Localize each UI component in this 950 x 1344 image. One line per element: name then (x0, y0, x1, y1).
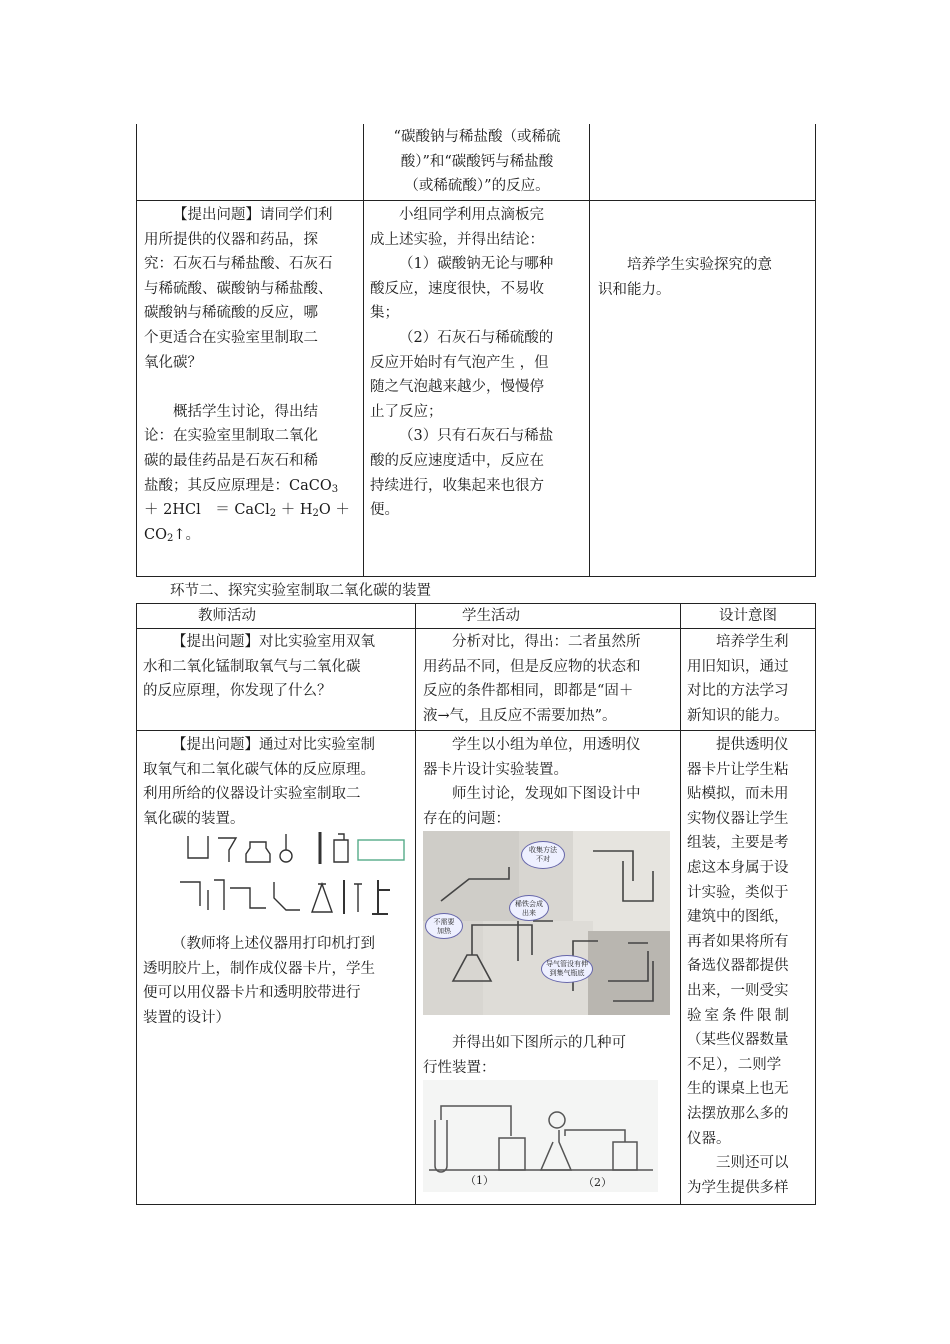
text-line: 贴模拟，而未用 (687, 786, 789, 803)
text-line: 学生以小组为单位，用透明仪 (452, 737, 641, 753)
t1-border-mid1 (363, 124, 364, 577)
syringe-icon (354, 884, 362, 912)
t1-r2-design-cell (598, 253, 810, 302)
text-line: 碳酸钠与稀硫酸的反应，哪 (144, 305, 318, 322)
text-line: 存在的问题： (423, 810, 510, 827)
bent-tube-icon (230, 888, 266, 908)
t2-r2-student-cell-b (423, 1031, 679, 1080)
subscript: 3 (331, 483, 339, 495)
t1-r1-student-cell (366, 125, 588, 199)
t2-r2-design-cell (687, 733, 813, 1200)
text-line: 持续进行，收集起来也很方 (370, 477, 544, 494)
apparatus-label-1: （1） (465, 1174, 494, 1187)
text-line: 师生讨论，发现如下图设计中 (452, 786, 641, 803)
text-line: 培养学生利 (716, 634, 789, 650)
text-line: 酸的反应速度适中，反应在 (370, 452, 544, 469)
bubble-text: 不对 (536, 856, 550, 863)
text-line: （1）碳酸钠无论与哪种 (399, 256, 554, 273)
conical-flask-icon (312, 884, 332, 912)
text-line: 用旧知识，通过 (687, 658, 789, 675)
text-line: 随之气泡越来越少，慢慢停 (370, 379, 544, 396)
gas-jar-icon (334, 834, 348, 862)
text-line: 【提出问题】对比实验室用双氧 (172, 634, 375, 650)
instrument-cards-image (178, 830, 410, 926)
bubble-text: 出来 (522, 910, 536, 917)
t1-border-left (136, 124, 137, 577)
bubble-escape (509, 895, 549, 921)
t1-row-divider (136, 200, 816, 201)
t2-border-right (815, 603, 816, 1205)
text-line: “碳酸钠与稀盐酸（或稀硫 (393, 129, 561, 145)
text-line: 备选仪器都提供 (687, 958, 789, 975)
text-line: （教师将上述仪器用打印机打到 (172, 936, 375, 952)
text-line: 【提出问题】请同学们利 (173, 207, 333, 223)
text-line: 组装，主要是考 (687, 835, 789, 852)
text-line: 用所提供的仪器和药品，探 (144, 231, 318, 248)
text-line: 用药品不同，但是反应物的状态和 (423, 658, 641, 675)
subscript: 2 (269, 508, 277, 520)
text-line: 验室条件限制 (687, 1007, 792, 1024)
text-line: 集； (370, 305, 399, 322)
tube-icon (180, 880, 224, 910)
text-line: 便。 (370, 502, 399, 519)
equation-part: ↑。 (173, 526, 201, 543)
text-line: 生的课桌上也无 (687, 1081, 789, 1098)
t2-border-mid2 (680, 603, 681, 1205)
bubble-text: 到集气瓶底 (549, 970, 585, 977)
iron-stand-icon (372, 880, 390, 914)
t2-header-design: 设计意图 (719, 608, 777, 624)
section-title: 环节二、探究实验室制取二氧化碳的装置 (170, 583, 431, 599)
text-line: 分析对比，得出：二者虽然所 (452, 634, 641, 650)
text-line: 水和二氧化锰制取氧气与二氧化碳 (143, 658, 361, 675)
text-line: 行性装置： (423, 1059, 496, 1076)
text-line: 止了反应； (370, 403, 443, 420)
text-line: 识和能力。 (598, 281, 671, 298)
t2-row-divider (136, 730, 816, 731)
text-line: 新知识的能力。 (687, 707, 789, 724)
t2-r2-teacher-cell-b (143, 932, 413, 1030)
text-line: 碳的最佳药品是石灰石和稀 (144, 452, 318, 469)
text-line (144, 498, 360, 523)
t1-r2-teacher-cell (144, 203, 360, 547)
t2-header-teacher: 教师活动 (198, 608, 256, 624)
text-line: 三则还可以 (716, 1155, 789, 1172)
text-line: 建筑中的图纸， (687, 909, 789, 926)
text-line (144, 474, 360, 499)
t2-r1-design-cell (687, 630, 813, 728)
text-line: 出来，一则受实 (687, 982, 789, 999)
equation-part: CO (144, 526, 167, 543)
text-line: 究：石灰石与稀盐酸、石灰石 (144, 256, 333, 273)
thistle-bottle-icon (246, 842, 270, 862)
text-line: 酸）”和“碳酸钙与稀盐酸 (400, 153, 554, 170)
text-line: 提供透明仪 (716, 737, 789, 753)
text-line: 法摆放那么多的 (687, 1105, 789, 1122)
text-line: 反应开始时有气泡产生 ，但 (370, 354, 549, 371)
bubble-text: 导气管没有伸 (546, 961, 588, 968)
text-line: （2）石灰石与稀硫酸的 (399, 329, 554, 346)
text-line: 为学生提供多样 (687, 1179, 789, 1196)
beaker-icon (188, 836, 208, 858)
bubble-text: 稀铁会成 (515, 901, 543, 908)
text-line: 再者如果将所有 (687, 933, 789, 950)
text-line: 液→气，且反应不需要加热”。 (423, 707, 617, 724)
text-line: 培养学生实验探究的意 (627, 257, 772, 273)
t2-border-left (136, 603, 137, 1205)
text-line: 与稀硫酸、碳酸钠与稀盐酸、 (144, 280, 333, 297)
t1-border-bottom (136, 576, 816, 577)
text-line: 个更适合在实验室里制取二 (144, 329, 318, 346)
t2-r2-student-cell-a (423, 733, 679, 831)
t2-border-mid1 (415, 603, 416, 1205)
bubble-collection-wrong (521, 841, 565, 869)
text-line: 的反应原理，你发现了什么？ (143, 683, 332, 700)
text-line: 便可以用仪器卡片和透明胶带进行 (143, 985, 361, 1002)
text-line: 反应的条件都相同，即都是“固＋ (423, 683, 634, 700)
bubble-no-heat (425, 913, 463, 939)
text-line: （某些仪器数量 (687, 1032, 789, 1049)
t2-border-bottom (136, 1204, 816, 1205)
text-line: 氧化碳的装置。 (143, 810, 245, 827)
text-line: 仪器。 (687, 1130, 731, 1147)
text-line: 器卡片设计实验装置。 (423, 761, 568, 778)
feasible-apparatus-image (423, 1080, 658, 1192)
text-line: 小组同学利用点滴板完 (399, 207, 544, 223)
subscript: 2 (312, 508, 319, 520)
problem-designs-photo (423, 831, 670, 1015)
equation-part: ＋ 2HCl ＝ CaCl (144, 502, 270, 519)
text-line: 计实验，类似于 (687, 884, 789, 901)
text-line: （或稀硫酸）”的反应。 (404, 178, 550, 195)
t2-r2-teacher-cell-a (143, 733, 413, 831)
text-line: 器卡片让学生粘 (687, 761, 789, 778)
text-line: （3）只有石灰石与稀盐 (399, 428, 554, 445)
text-line: 实物仪器让学生 (687, 810, 789, 827)
equation-start: 盐酸；其反应原理是：CaCO (144, 477, 332, 494)
text-line (144, 523, 360, 548)
delivery-tube-icon (274, 882, 300, 910)
text-line: 并得出如下图所示的几种可 (452, 1035, 626, 1051)
equation-part: ＋ H (276, 502, 313, 519)
blank-line (144, 375, 360, 400)
text-line: 虑这本身属于设 (687, 859, 789, 876)
text-line: 酸反应，速度很快，不易收 (370, 280, 544, 297)
bubble-text: 收集方法 (529, 847, 557, 854)
text-line: 对比的方法学习 (687, 683, 789, 700)
subscript: 2 (166, 532, 174, 544)
apparatus-label-2: （2） (583, 1176, 612, 1189)
t2-r1-student-cell (423, 630, 679, 728)
t1-r2-student-cell (370, 203, 584, 523)
t2-header-student: 学生活动 (462, 608, 520, 624)
text-line: 【提出问题】通过对比实验室制 (172, 737, 375, 753)
bubble-tube-depth (541, 955, 593, 983)
text-line: 取氧气和二氧化碳气体的反应原理。 (143, 761, 375, 778)
equation-part: O ＋ (318, 502, 350, 519)
text-line: 不足），二则学 (687, 1056, 782, 1073)
t1-border-right (815, 124, 816, 577)
text-line: 论：在实验室里制取二氧化 (144, 428, 318, 445)
text-line: 装置的设计） (143, 1009, 230, 1026)
text-line: 利用所给的仪器设计实验室制取二 (143, 786, 361, 803)
text-line: 透明胶片上，制作成仪器卡片，学生 (143, 960, 375, 977)
round-flask-icon (280, 834, 292, 862)
funnel-icon (218, 838, 236, 862)
t2-r1-teacher-cell (143, 630, 413, 704)
trough-icon (358, 840, 404, 860)
t1-border-mid2 (589, 124, 590, 577)
text-line: 概括学生讨论，得出结 (173, 403, 318, 420)
bubble-text: 不需要 (433, 919, 455, 926)
bubble-text: 加热 (437, 928, 451, 935)
text-line: 成上述实验，并得出结论： (370, 231, 544, 248)
text-line: 氧化碳？ (144, 354, 202, 371)
